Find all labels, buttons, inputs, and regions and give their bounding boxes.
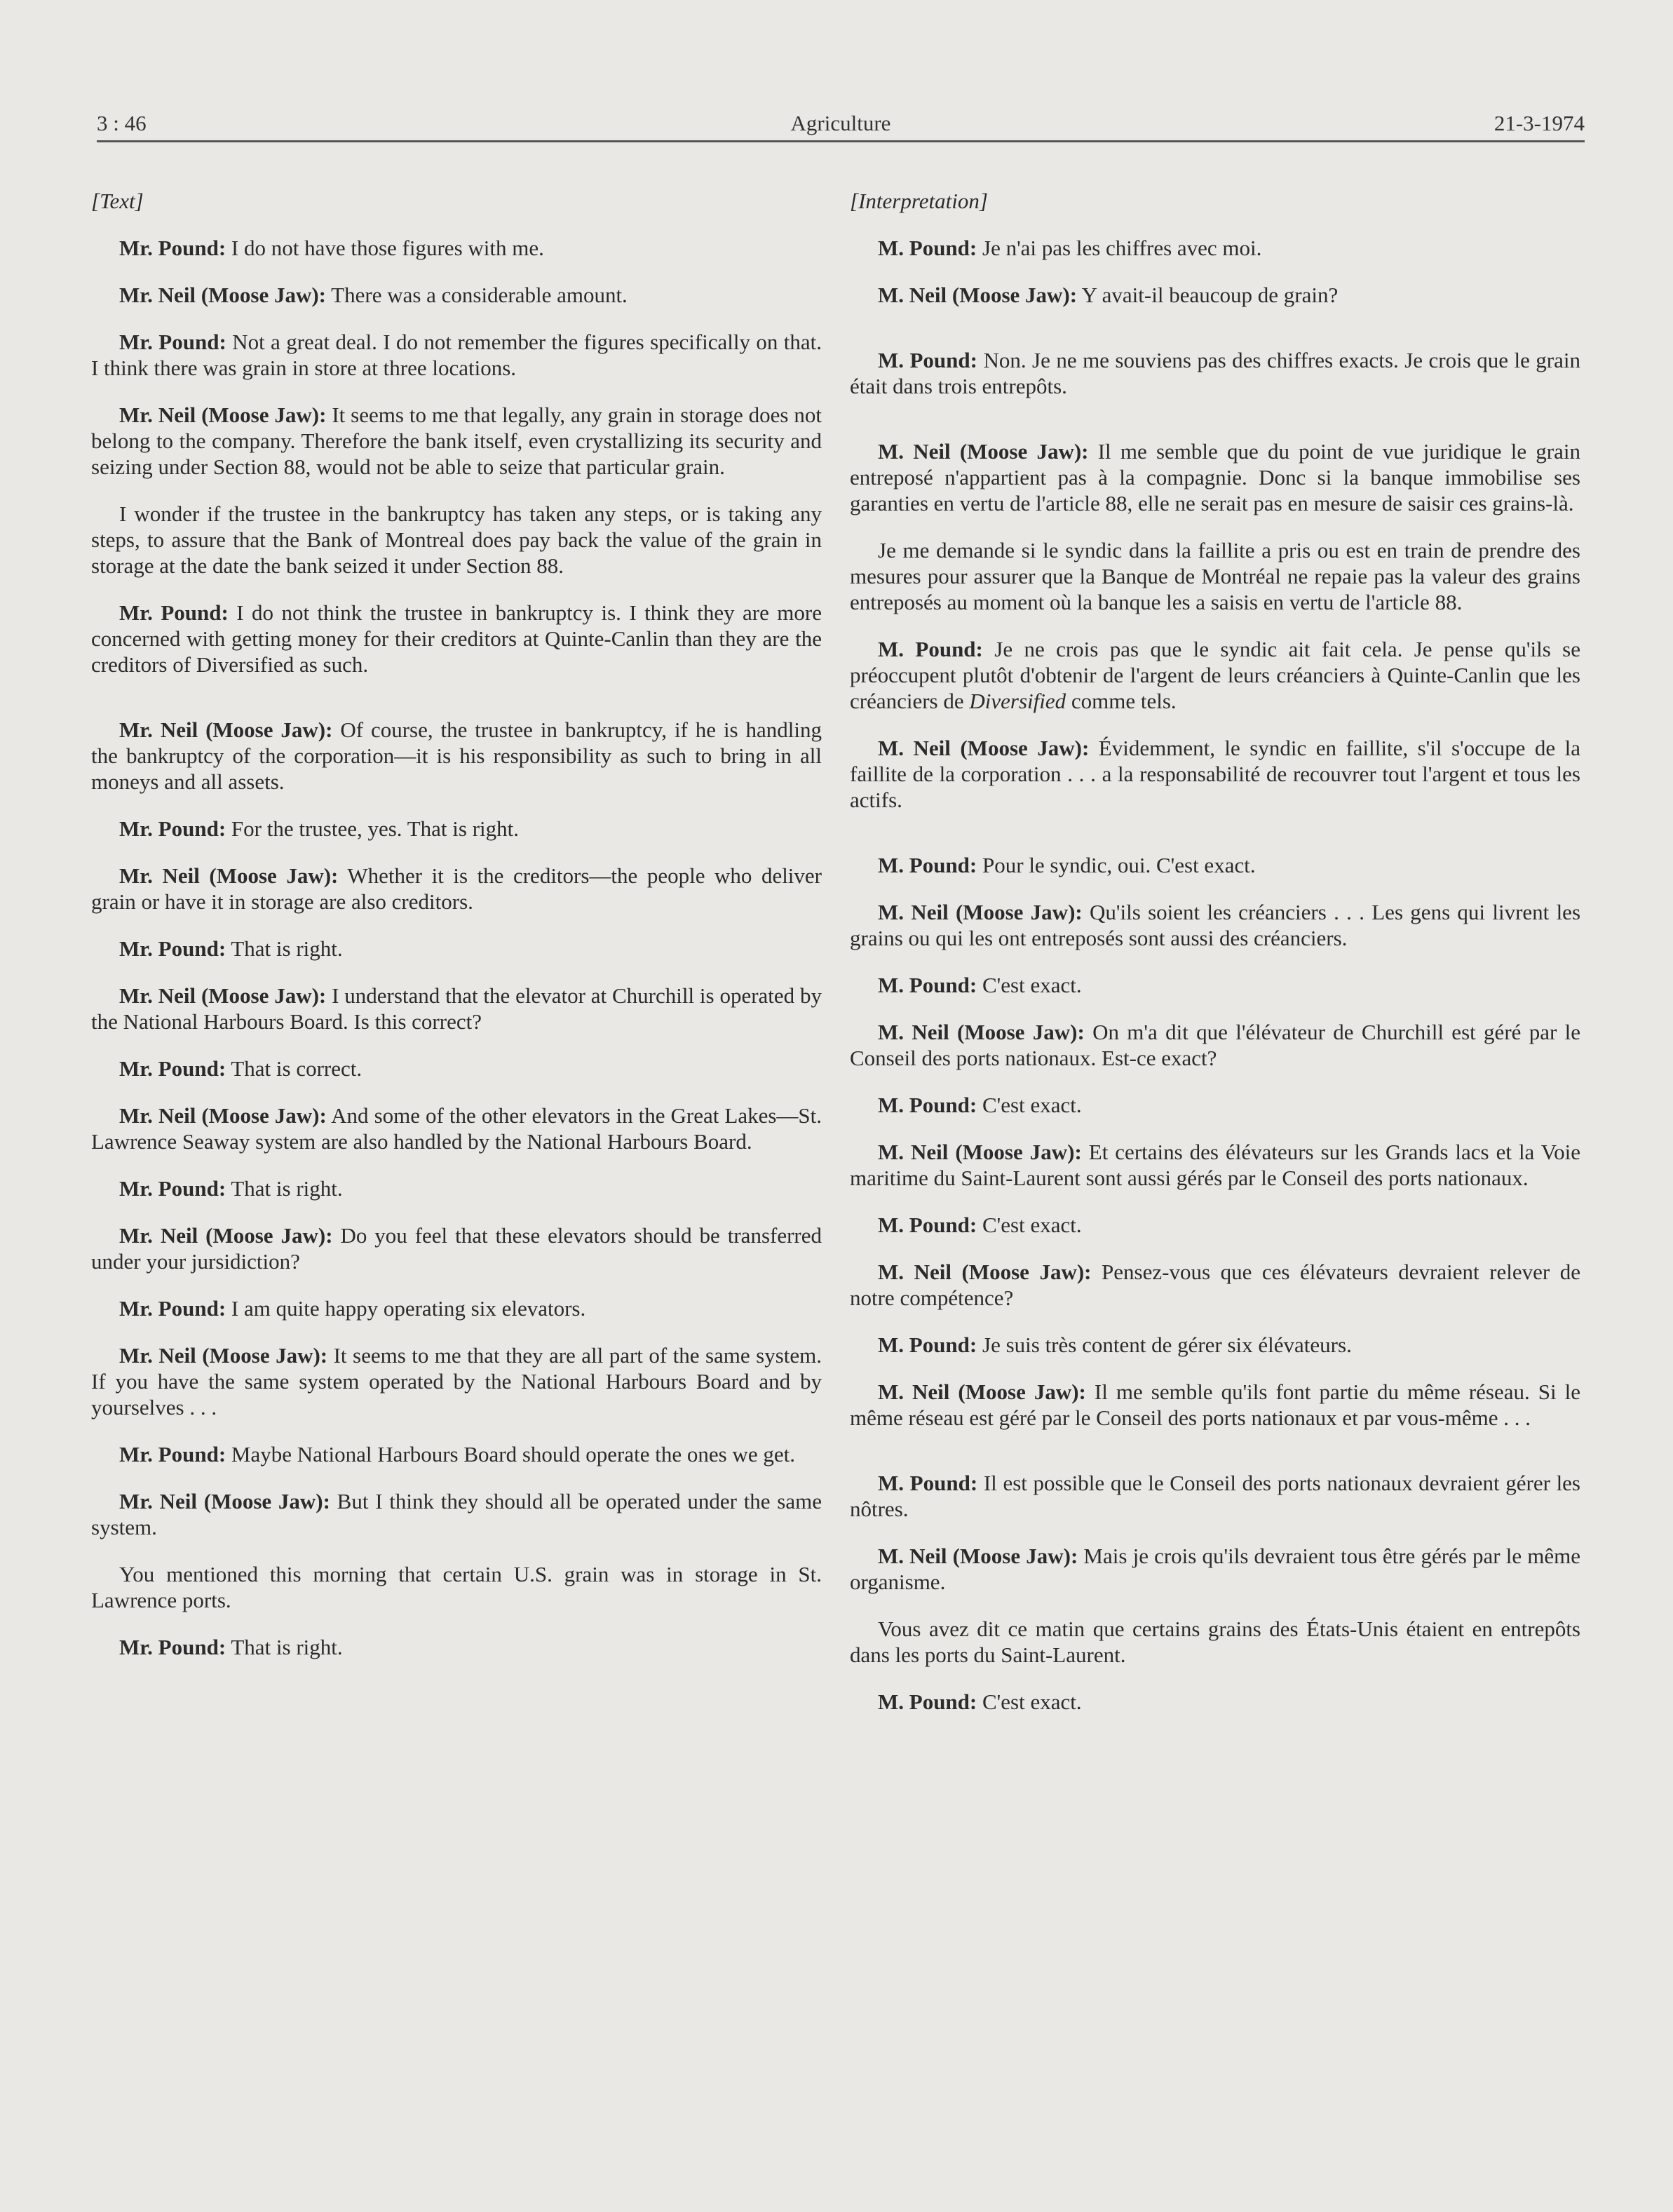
speaker-name: M. Pound: [878, 973, 977, 997]
speech-text: That is right. [226, 1635, 343, 1659]
speech-text: C'est exact. [977, 1690, 1082, 1714]
transcript-paragraph [850, 1259, 1580, 1311]
speaker-name: Mr. Pound: [119, 1442, 226, 1466]
page-date: 21-3-1974 [1493, 111, 1585, 135]
transcript-paragraph [850, 235, 1580, 261]
speech-text: C'est exact. [977, 1213, 1082, 1237]
speech-text: I do not think the trustee in bankruptcy is. I think they are more concerned with getting money for their creditors at Quinte-Canlin than they are the creditors of Diversified as such. [91, 600, 822, 677]
speech-text: Évidemment, le syndic en faillite, s'il s'occupe de la faillite de la corporation . . . a la responsabilité de recouvrer tout l'argent et tous les actifs. [850, 736, 1581, 812]
speaker-name: Mr. Pound: [119, 600, 229, 625]
transcript-paragraph [91, 1441, 822, 1467]
speaker-name: M. Pound: [878, 236, 977, 260]
speech-text: Je me demande si le syndic dans la faillite a pris ou est en train de prendre des mesures pour assurer que la Banque de Montréal ne repaie pas la valeur des grains entreposés au moment où la banque les a saisis en vertu de l'article 88. [850, 538, 1580, 614]
text-label: [Text] [91, 189, 144, 213]
speaker-name: M. Pound: [878, 1333, 977, 1357]
speaker-name: Mr. Pound: [119, 816, 226, 841]
speech-text: That is right. [226, 936, 343, 961]
french-paragraphs [850, 235, 1580, 1715]
transcript-paragraph [850, 1139, 1580, 1191]
speech-text: I do not have those figures with me. [226, 236, 544, 260]
speech-text: Not a great deal. I do not remember the figures specifically on that. I think there was grain in store at three locations. [91, 330, 822, 380]
transcript-paragraph [91, 717, 822, 795]
transcript-paragraph [850, 1543, 1580, 1595]
speaker-name: M. Pound: [878, 1213, 977, 1237]
speaker-name: M. Neil (Moose Jaw): [878, 1020, 1085, 1044]
speech-text: Whether it is the creditors—the people who deliver grain or have it in storage are also creditors. [91, 863, 822, 914]
speaker-name: Mr. Pound: [119, 236, 226, 260]
transcript-paragraph [91, 501, 822, 579]
speaker-name: M. Pound: [878, 1690, 977, 1714]
transcript-paragraph [91, 402, 822, 480]
speaker-name: M. Neil (Moose Jaw): [878, 1544, 1078, 1568]
speaker-name: M. Pound: [878, 637, 983, 661]
transcript-paragraph [91, 1488, 822, 1540]
speech-text: It seems to me that they are all part of the same system. If you have the same system operated by the National Harbours Board and by yourselves . . . [91, 1343, 822, 1419]
speaker-name: M. Neil (Moose Jaw): [878, 1380, 1086, 1404]
speech-text: Il me semble que du point de vue juridique le grain entreposé n'appartient pas à la compagnie. Donc si la banque immobilise ses garanties en vertu de l'article 88, elle ne serait pas en mesure de saisir ces grains-là. [850, 439, 1580, 515]
speaker-name: M. Neil (Moose Jaw): [878, 1140, 1082, 1164]
transcript-paragraph [850, 1019, 1580, 1071]
english-column [91, 188, 822, 1660]
speech-text: Il me semble qu'ils font partie du même réseau. Si le même réseau est géré par le Conseil des ports nationaux et par vous-même . . . [850, 1380, 1580, 1430]
transcript-paragraph [91, 329, 822, 381]
speech-text: Maybe National Harbours Board should operate the ones we get. [226, 1442, 795, 1466]
transcript-paragraph [91, 1561, 822, 1613]
transcript-paragraph [850, 1212, 1580, 1238]
speaker-name: Mr. Neil (Moose Jaw): [119, 283, 326, 307]
speech-text: Je ne crois pas que le syndic ait fait cela. Je pense qu'ils se préoccupent plutôt d'obtenir de l'argent de leurs créanciers à Quinte-Canlin que les créanciers de [850, 637, 1580, 713]
speaker-name: Mr. Neil (Moose Jaw): [119, 983, 327, 1008]
speech-text: And some of the other elevators in the Great Lakes—St. Lawrence Seaway system are also handled by the National Harbours Board. [91, 1103, 822, 1154]
speaker-name: Mr. Neil (Moose Jaw): [119, 1489, 330, 1513]
speech-text: On m'a dit que l'élévateur de Churchill est géré par le Conseil des ports nationaux. Est-ce exact? [850, 1020, 1580, 1070]
speaker-name: Mr. Pound: [119, 1296, 226, 1321]
speech-text: C'est exact. [977, 1093, 1082, 1117]
speech-text: Non. Je ne me souviens pas des chiffres exacts. Je crois que le grain était dans trois entrepôts. [850, 348, 1580, 398]
transcript-paragraph [91, 1342, 822, 1420]
speech-text: There was a considerable amount. [325, 283, 628, 307]
speaker-name: M. Neil (Moose Jaw): [878, 439, 1089, 464]
speech-text: Pensez-vous que ces élévateurs devraient relever de notre compétence? [850, 1260, 1580, 1310]
speech-text: I am quite happy operating six elevators. [226, 1296, 586, 1321]
speaker-name: Mr. Pound: [119, 330, 226, 354]
speaker-name: M. Pound: [878, 348, 977, 372]
speech-text-tail: comme tels. [1066, 689, 1177, 713]
transcript-paragraph [91, 816, 822, 842]
speaker-name: Mr. Pound: [119, 1056, 226, 1081]
speech-text: Y avait-il beaucoup de grain? [1077, 283, 1339, 307]
transcript-paragraph [91, 282, 822, 308]
speech-text: Je suis très content de gérer six élévateurs. [977, 1333, 1352, 1357]
interpretation-label: [Interpretation] [850, 189, 988, 213]
transcript-paragraph [850, 1470, 1580, 1522]
speech-text: Et certains des élévateurs sur les Grands lacs et la Voie maritime du Saint-Laurent sont aussi gérés par le Conseil des ports nationaux. [850, 1140, 1580, 1190]
speaker-name: Mr. Pound: [119, 936, 226, 961]
speech-text: It seems to me that legally, any grain in storage does not belong to the company. Therefore the bank itself, even crystallizing its security and seizing under Section 88, would not be able to seize that particular grain. [91, 403, 822, 479]
transcript-paragraph [850, 347, 1580, 399]
speech-text: Of course, the trustee in bankruptcy, if he is handling the bankruptcy of the corporation—it is his responsibility as such to bring in all moneys and all assets. [91, 717, 822, 794]
speaker-name: Mr. Neil (Moose Jaw): [119, 403, 327, 427]
page-header [97, 104, 1585, 142]
speech-text: C'est exact. [977, 973, 1082, 997]
speech-text: Je n'ai pas les chiffres avec moi. [977, 236, 1262, 260]
speech-text: I wonder if the trustee in the bankruptcy has taken any steps, or is taking any steps, to assure that the Bank of Montreal does pay back the value of the grain in storage at the date the bank seized it under Section 88. [91, 501, 822, 578]
speaker-name: M. Neil (Moose Jaw): [878, 736, 1090, 760]
transcript-paragraph [91, 1295, 822, 1321]
transcript-paragraph [91, 936, 822, 962]
speech-text: But I think they should all be operated under the same system. [91, 1489, 822, 1539]
speaker-name: Mr. Neil (Moose Jaw): [119, 1223, 333, 1248]
transcript-paragraph [91, 1102, 822, 1154]
speech-text: Mais je crois qu'ils devraient tous être gérés par le même organisme. [850, 1544, 1580, 1594]
transcript-paragraph [850, 852, 1580, 878]
transcript-paragraph [850, 1092, 1580, 1118]
transcript-paragraph [850, 735, 1580, 813]
page-number: 3 : 46 [97, 111, 147, 135]
speaker-name: M. Pound: [878, 1093, 977, 1117]
speaker-name: M. Pound: [878, 1471, 978, 1495]
speaker-name: Mr. Neil (Moose Jaw): [119, 1103, 327, 1128]
transcript-paragraph [850, 899, 1580, 951]
speech-text: Pour le syndic, oui. C'est exact. [977, 853, 1256, 877]
transcript-paragraph [91, 1222, 822, 1274]
speech-text: Il est possible que le Conseil des ports nationaux devraient gérer les nôtres. [850, 1471, 1580, 1521]
speech-text: That is right. [226, 1176, 343, 1201]
transcript-paragraph [91, 600, 822, 677]
transcript-paragraph [91, 863, 822, 915]
transcript-paragraph [91, 1634, 822, 1660]
speaker-name: Mr. Neil (Moose Jaw): [119, 863, 339, 888]
transcript-paragraph [850, 636, 1580, 714]
transcript-paragraph [91, 235, 822, 261]
speech-text: Do you feel that these elevators should be transferred under your jursidiction? [91, 1223, 822, 1274]
transcript-paragraph [91, 983, 822, 1034]
speaker-name: Mr. Pound: [119, 1635, 226, 1659]
transcript-paragraph [91, 1056, 822, 1081]
transcript-paragraph [850, 537, 1580, 615]
transcript-paragraph [850, 1689, 1580, 1715]
speech-text: I understand that the elevator at Churchill is operated by the National Harbours Board. Is this correct? [91, 983, 822, 1034]
italic-name: Diversified [969, 689, 1066, 713]
transcript-paragraph [850, 972, 1580, 998]
french-column [850, 188, 1580, 1715]
speaker-name: Mr. Neil (Moose Jaw): [119, 717, 333, 742]
transcript-paragraph [850, 1332, 1580, 1358]
speaker-name: M. Pound: [878, 853, 977, 877]
speech-text: Vous avez dit ce matin que certains grains des États-Unis étaient en entrepôts dans les ports du Saint-Laurent. [850, 1617, 1580, 1667]
speech-text: That is correct. [226, 1056, 363, 1081]
english-paragraphs [91, 235, 822, 1660]
speech-text: Qu'ils soient les créanciers . . . Les gens qui livrent les grains ou qui les ont entreposés sont aussi des créanciers. [850, 900, 1581, 950]
speech-text: You mentioned this morning that certain U.S. grain was in storage in St. Lawrence ports. [91, 1562, 822, 1612]
speaker-name: Mr. Pound: [119, 1176, 226, 1201]
transcript-paragraph [850, 282, 1580, 308]
transcript-paragraph [850, 1616, 1580, 1668]
speaker-name: M. Neil (Moose Jaw): [878, 283, 1078, 307]
speaker-name: M. Neil (Moose Jaw): [878, 1260, 1092, 1284]
speaker-name: M. Neil (Moose Jaw): [878, 900, 1083, 924]
page-title: Agriculture [790, 111, 891, 135]
speaker-name: Mr. Neil (Moose Jaw): [119, 1343, 328, 1368]
transcript-paragraph [91, 1175, 822, 1201]
speech-text: For the trustee, yes. That is right. [226, 816, 520, 841]
transcript-paragraph [850, 1379, 1580, 1431]
transcript-paragraph [850, 438, 1580, 516]
